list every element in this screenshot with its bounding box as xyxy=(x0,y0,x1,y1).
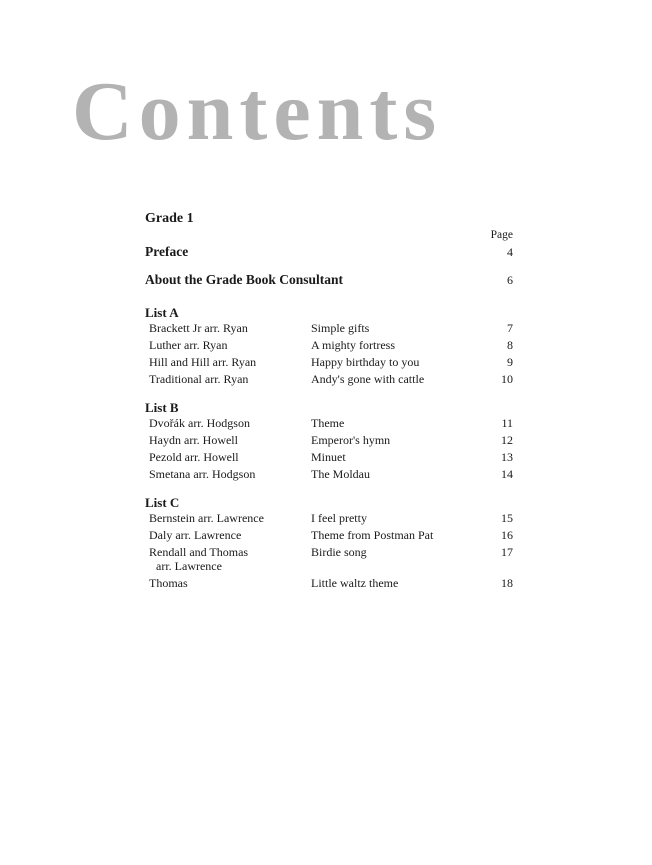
list-item xyxy=(145,355,513,369)
list-item xyxy=(145,433,513,447)
composer: Daly arr. Lawrence xyxy=(149,528,242,542)
piece-title: Little waltz theme xyxy=(311,576,399,590)
list-c xyxy=(145,495,513,590)
composer: Hill and Hill arr. Ryan xyxy=(149,355,257,369)
piece-title: Andy's gone with cattle xyxy=(311,372,425,386)
piece-title: Happy birthday to you xyxy=(311,355,420,369)
piece-title: I feel pretty xyxy=(311,511,367,525)
composer-line-1: Rendall and Thomas xyxy=(149,545,249,559)
composer: Thomas xyxy=(149,576,188,590)
section-page: 6 xyxy=(507,273,513,287)
list-item xyxy=(145,450,513,464)
piece-title: The Moldau xyxy=(311,467,370,481)
page-title: Contents xyxy=(72,65,443,158)
composer: Bernstein arr. Lawrence xyxy=(149,511,264,525)
page-number: 15 xyxy=(501,511,513,525)
section-title: Preface xyxy=(145,244,189,259)
piece-title: Emperor's hymn xyxy=(311,433,391,447)
composer: Dvořák arr. Hodgson xyxy=(149,416,250,430)
list-item xyxy=(145,467,513,481)
page-number: 9 xyxy=(507,355,513,369)
section-title: About the Grade Book Consultant xyxy=(145,272,344,287)
toc-section-preface xyxy=(145,243,513,261)
composer: Traditional arr. Ryan xyxy=(149,372,249,386)
list-item xyxy=(145,416,513,430)
page-number: 13 xyxy=(501,450,513,464)
list-b xyxy=(145,400,513,481)
page-number: 7 xyxy=(507,321,513,335)
list-item xyxy=(145,545,513,573)
piece-title: Simple gifts xyxy=(311,321,370,335)
page-number: 17 xyxy=(501,545,513,559)
list-item xyxy=(145,576,513,590)
page-number: 8 xyxy=(507,338,513,352)
piece-title: Minuet xyxy=(311,450,346,464)
composer xyxy=(145,545,311,573)
page-number: 16 xyxy=(501,528,513,542)
composer-line-2: arr. Lawrence xyxy=(156,559,222,573)
list-heading: List A xyxy=(145,305,179,320)
list-item xyxy=(145,372,513,386)
list-item xyxy=(145,338,513,352)
piece-title: A mighty fortress xyxy=(311,338,395,352)
piece-title: Birdie song xyxy=(311,545,367,559)
page-number: 18 xyxy=(501,576,513,590)
grade-heading: Grade 1 xyxy=(145,211,194,226)
page-number: 10 xyxy=(501,372,513,386)
page-column-label: Page xyxy=(490,229,513,241)
page-number: 12 xyxy=(501,433,513,447)
list-a xyxy=(145,305,513,386)
piece-title: Theme from Postman Pat xyxy=(311,528,434,542)
list-item xyxy=(145,321,513,335)
list-heading: List B xyxy=(145,400,179,415)
composer: Pezold arr. Howell xyxy=(149,450,239,464)
section-page: 4 xyxy=(507,245,513,259)
page-number: 14 xyxy=(501,467,513,481)
composer: Haydn arr. Howell xyxy=(149,433,238,447)
list-item xyxy=(145,511,513,525)
table-of-contents xyxy=(145,210,513,593)
page-number: 11 xyxy=(501,416,513,430)
list-item xyxy=(145,528,513,542)
toc-section-consultant xyxy=(145,271,513,289)
composer: Smetana arr. Hodgson xyxy=(149,467,256,481)
composer: Luther arr. Ryan xyxy=(149,338,228,352)
composer: Brackett Jr arr. Ryan xyxy=(149,321,248,335)
piece-title: Theme xyxy=(311,416,345,430)
list-heading: List C xyxy=(145,495,180,510)
